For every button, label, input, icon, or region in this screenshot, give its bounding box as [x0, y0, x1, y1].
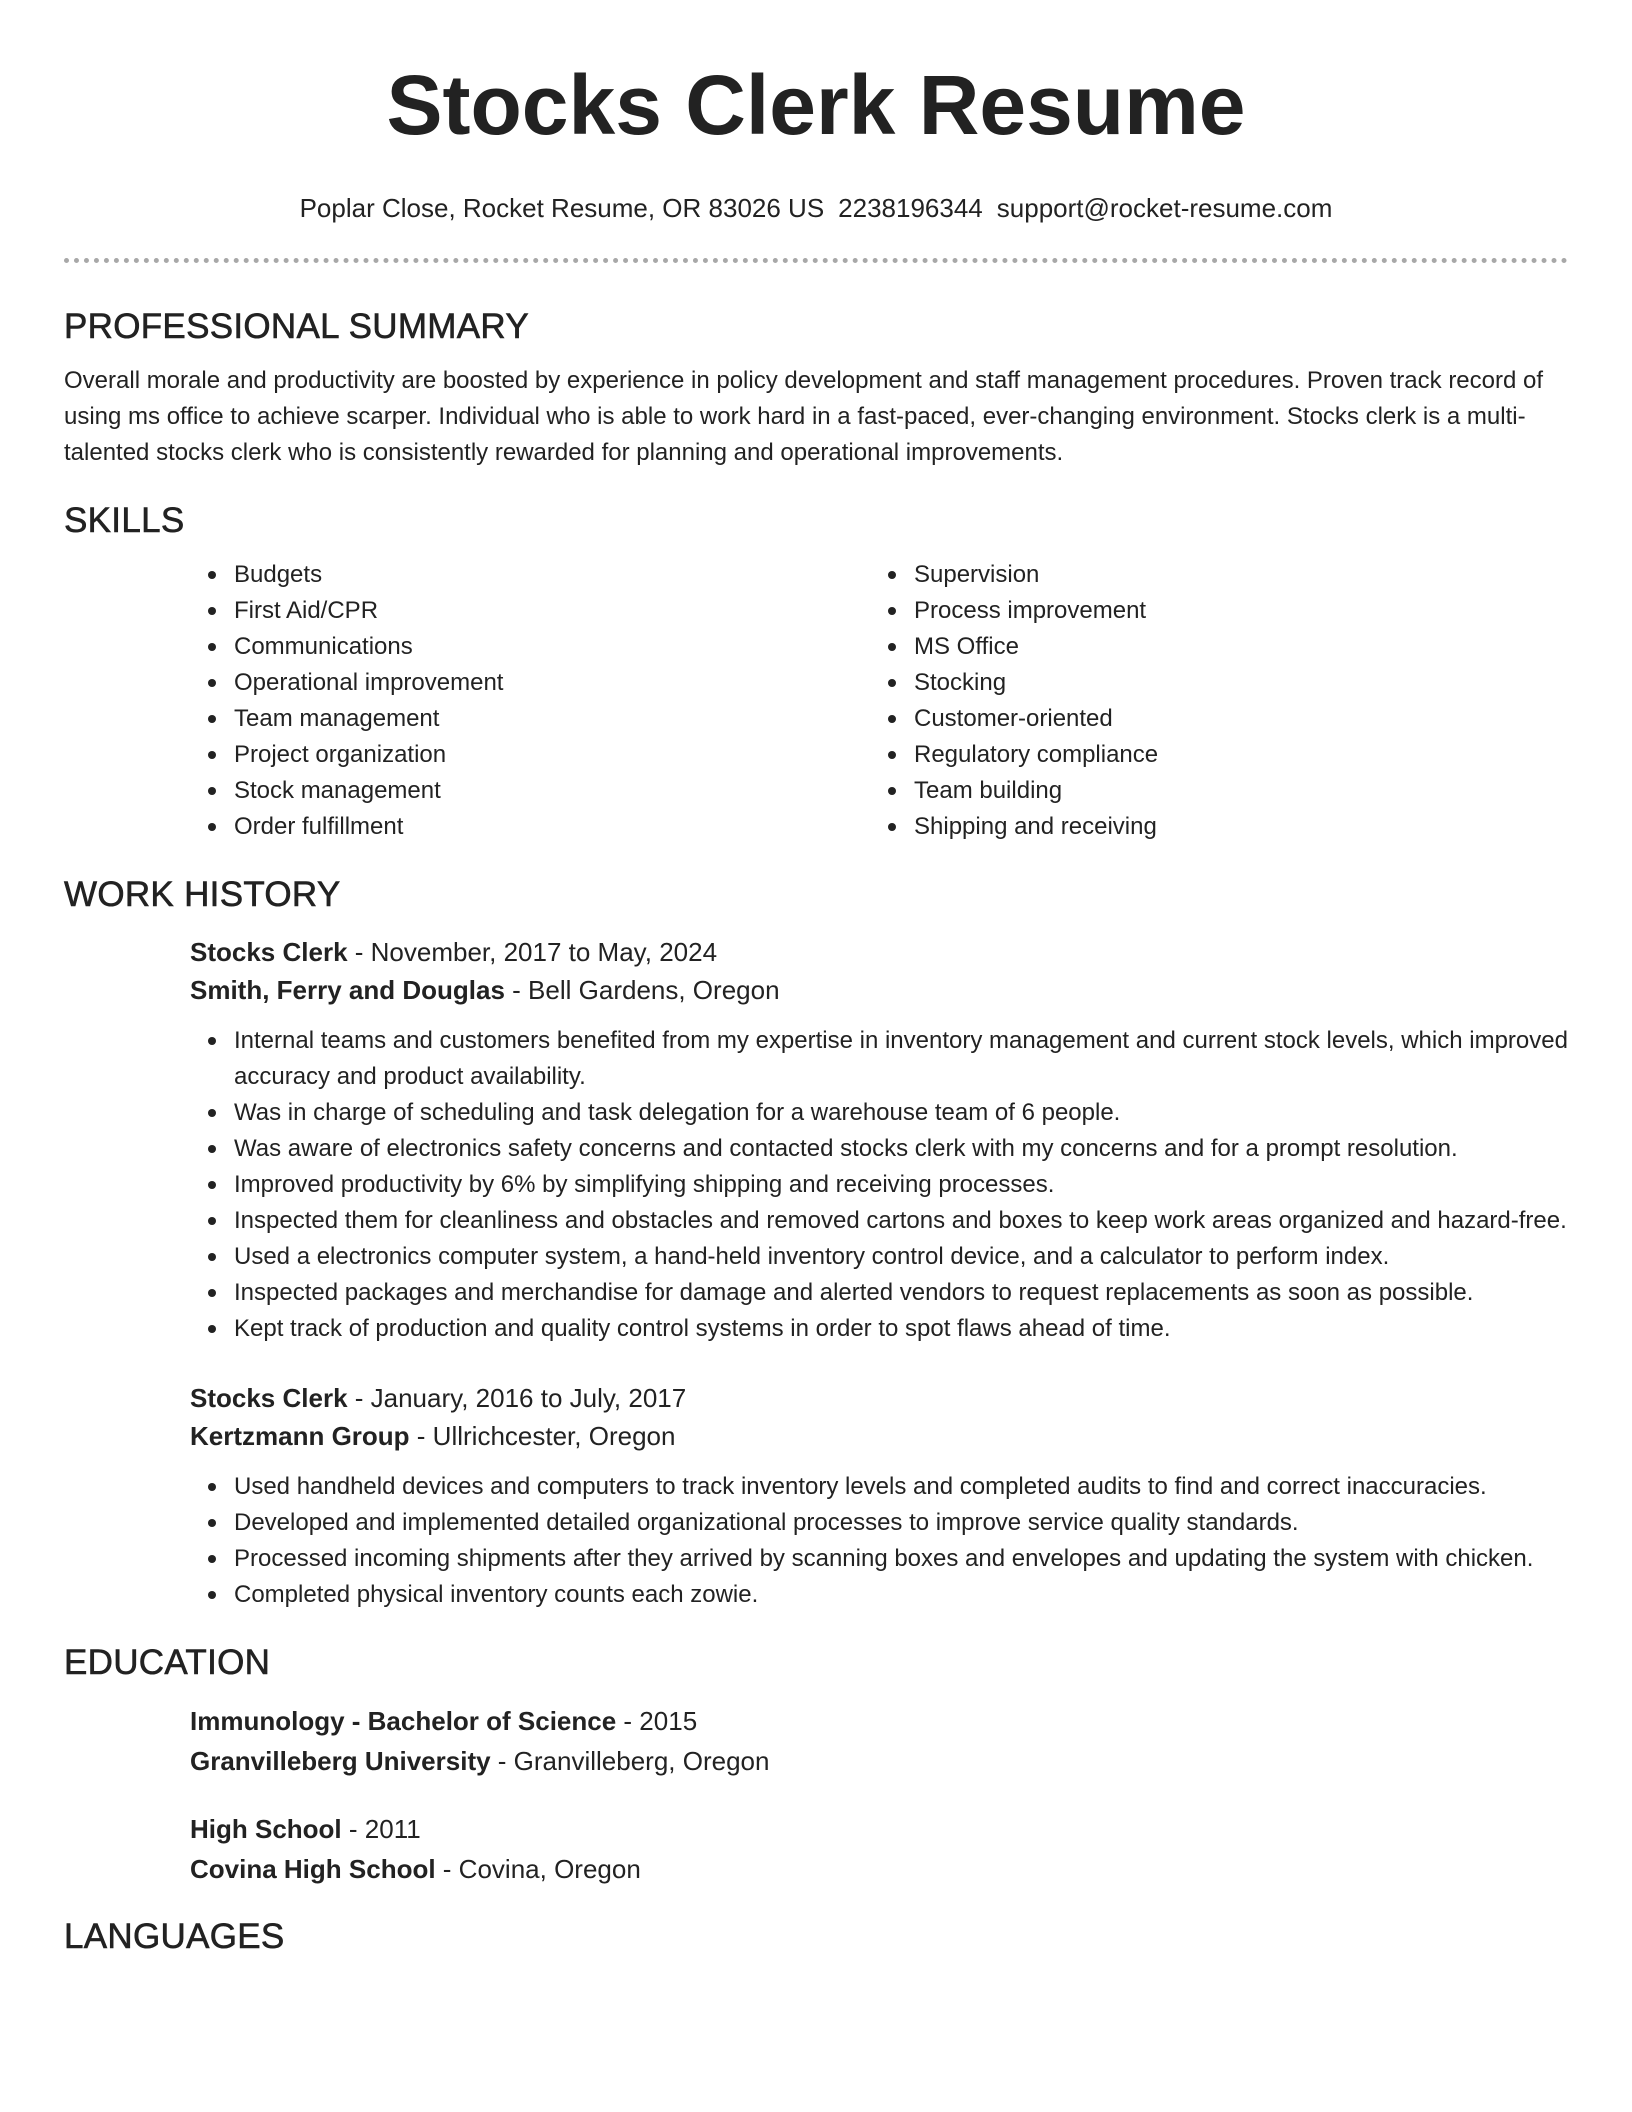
skill-item: Communications	[234, 629, 870, 665]
job-company-line	[190, 1417, 1568, 1455]
job-bullets	[190, 1469, 1568, 1613]
education-degree-line	[190, 1809, 1568, 1849]
education-degree: Immunology - Bachelor of Science	[190, 1706, 617, 1736]
education-year: - 2011	[341, 1814, 421, 1844]
skill-item: Operational improvement	[234, 665, 870, 701]
job-bullet: Developed and implemented detailed organizational processes to improve service quality standards.	[234, 1505, 1568, 1541]
skill-item: Customer-oriented	[914, 701, 1550, 737]
skill-item: MS Office	[914, 629, 1550, 665]
skills-heading: SKILLS	[64, 501, 185, 540]
job-bullet: Used a electronics computer system, a hand-held inventory control device, and a calculator to perform index.	[234, 1239, 1568, 1275]
summary-heading: PROFESSIONAL SUMMARY	[64, 307, 529, 346]
job-bullet: Processed incoming shipments after they arrived by scanning boxes and envelopes and updating the system with chicken.	[234, 1541, 1568, 1577]
education-school-line	[190, 1849, 1568, 1889]
education-location: - Covina, Oregon	[435, 1854, 641, 1884]
job-bullets	[190, 1023, 1568, 1347]
contact-line	[64, 192, 1568, 224]
job-bullet: Was in charge of scheduling and task delegation for a warehouse team of 6 people.	[234, 1095, 1568, 1131]
skill-item: Process improvement	[914, 593, 1550, 629]
education-degree: High School	[190, 1814, 342, 1844]
education-location: - Granvilleberg, Oregon	[490, 1746, 770, 1776]
skill-item: First Aid/CPR	[234, 593, 870, 629]
job-bullet: Improved productivity by 6% by simplifying shipping and receiving processes.	[234, 1167, 1568, 1203]
job-bullet: Inspected packages and merchandise for damage and alerted vendors to request replacements as soon as possible.	[234, 1275, 1568, 1311]
job-title-line	[190, 1379, 1568, 1417]
skill-item: Stock management	[234, 773, 870, 809]
job-bullet: Used handheld devices and computers to track inventory levels and completed audits to find and correct inaccuracies.	[234, 1469, 1568, 1505]
skills-column-right	[870, 557, 1550, 845]
summary-text: Overall morale and productivity are boosted by experience in policy development and staff management procedures. Proven track record of using ms office to achieve scarper. Individual who is able to work hard in a fast-paced, ever-changing environment. Stocks clerk is a multi-talented stocks clerk who is consistently rewarded for planning and operational improvements.	[64, 367, 1544, 466]
contact-email[interactable]: support@rocket-resume.com	[996, 193, 1333, 223]
education-school-line	[190, 1741, 1568, 1781]
job-title-line	[190, 933, 1568, 971]
skill-item: Budgets	[234, 557, 870, 593]
job-company: Kertzmann Group	[190, 1421, 410, 1451]
job-bullet: Completed physical inventory counts each zowie.	[234, 1577, 1568, 1613]
skills-column-left	[190, 557, 870, 845]
contact-address: Poplar Close, Rocket Resume, OR 83026 US	[299, 193, 825, 223]
job-title: Stocks Clerk	[190, 1383, 348, 1413]
education-year: - 2015	[616, 1706, 698, 1736]
education-entry	[190, 1809, 1568, 1889]
education-heading: EDUCATION	[64, 1643, 271, 1682]
skill-item: Shipping and receiving	[914, 809, 1550, 845]
job-location: - Bell Gardens, Oregon	[504, 975, 780, 1005]
education-school: Granvilleberg University	[190, 1746, 491, 1776]
skill-item: Regulatory compliance	[914, 737, 1550, 773]
skill-item: Stocking	[914, 665, 1550, 701]
job-dates: - January, 2016 to July, 2017	[347, 1383, 687, 1413]
job-dates: - November, 2017 to May, 2024	[347, 937, 718, 967]
languages-heading: LANGUAGES	[64, 1917, 285, 1956]
job-company-line	[190, 971, 1568, 1009]
job-bullet: Was aware of electronics safety concerns and contacted stocks clerk with my concerns and for a prompt resolution.	[234, 1131, 1568, 1167]
skill-item: Team building	[914, 773, 1550, 809]
job-bullet: Inspected them for cleanliness and obstacles and removed cartons and boxes to keep work areas organized and hazard-free.	[234, 1203, 1568, 1239]
header-divider	[64, 258, 1568, 263]
job-company: Smith, Ferry and Douglas	[190, 975, 505, 1005]
job-entry	[190, 933, 1568, 1347]
job-bullet: Internal teams and customers benefited from my expertise in inventory management and current stock levels, which improved accuracy and product availability.	[234, 1023, 1568, 1095]
skill-item: Order fulfillment	[234, 809, 870, 845]
skills-list	[190, 557, 1568, 845]
skill-item: Project organization	[234, 737, 870, 773]
job-location: - Ullrichcester, Oregon	[409, 1421, 676, 1451]
work-heading: WORK HISTORY	[64, 875, 341, 914]
education-school: Covina High School	[190, 1854, 436, 1884]
contact-phone: 2238196344	[838, 193, 983, 223]
skill-item: Team management	[234, 701, 870, 737]
education-degree-line	[190, 1701, 1568, 1741]
job-entry	[190, 1379, 1568, 1613]
resume-page	[64, 0, 1568, 1957]
resume-title: Stocks Clerk Resume	[386, 58, 1246, 152]
job-title: Stocks Clerk	[190, 937, 348, 967]
job-bullet: Kept track of production and quality control systems in order to spot flaws ahead of time.	[234, 1311, 1568, 1347]
education-entry	[190, 1701, 1568, 1781]
skill-item: Supervision	[914, 557, 1550, 593]
